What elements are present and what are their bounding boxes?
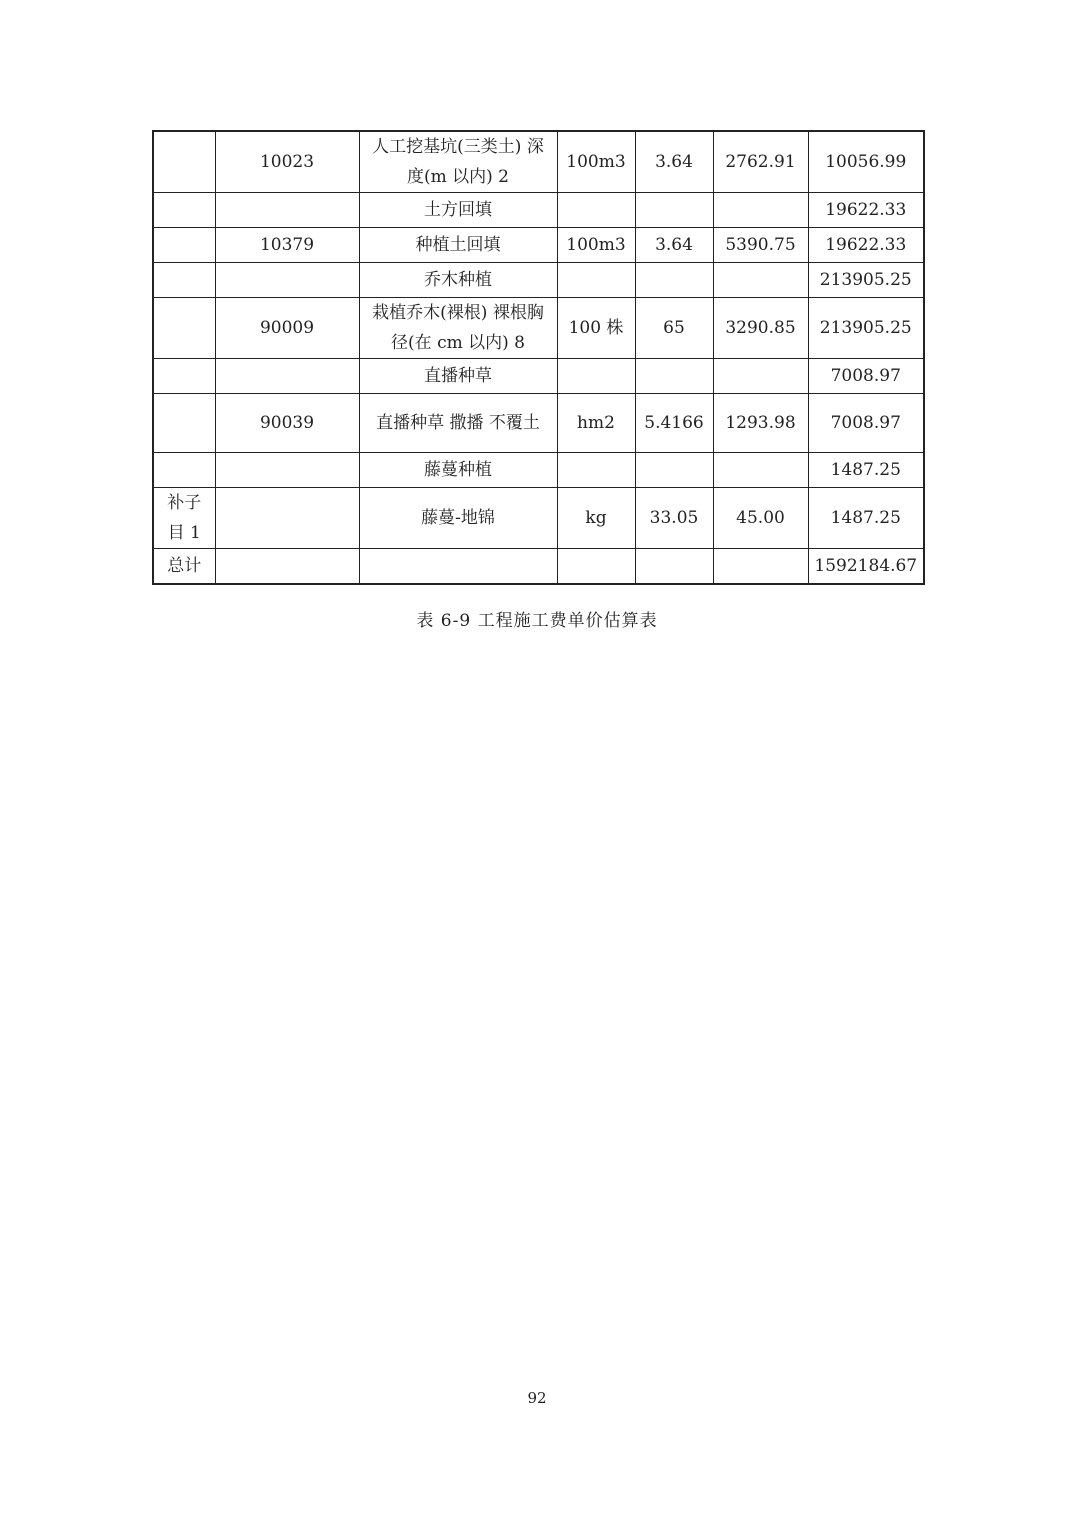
cell-name: 直播种草 — [359, 359, 557, 394]
cell-no: 补子目 1 — [153, 488, 215, 549]
cell-total: 1487.25 — [808, 488, 924, 549]
cell-no — [153, 263, 215, 298]
table-row — [153, 298, 924, 359]
cell-unit: 100m3 — [557, 228, 635, 263]
cell-no — [153, 193, 215, 228]
cell-code: 90009 — [215, 298, 359, 359]
cell-total: 10056.99 — [808, 131, 924, 193]
cell-price — [713, 263, 808, 298]
cell-qty: 5.4166 — [635, 394, 713, 453]
cell-no — [153, 453, 215, 488]
cell-price — [713, 193, 808, 228]
cell-code: 90039 — [215, 394, 359, 453]
cell-total: 1592184.67 — [808, 549, 924, 584]
table-row — [153, 193, 924, 228]
cell-unit — [557, 263, 635, 298]
cell-name: 藤蔓种植 — [359, 453, 557, 488]
page-number: 92 — [527, 1389, 547, 1407]
cell-qty — [635, 453, 713, 488]
cell-unit: 100m3 — [557, 131, 635, 193]
cell-code — [215, 453, 359, 488]
cell-total: 19622.33 — [808, 193, 924, 228]
cell-code — [215, 549, 359, 584]
cell-qty — [635, 359, 713, 394]
cell-name: 种植土回填 — [359, 228, 557, 263]
cell-price: 3290.85 — [713, 298, 808, 359]
cell-qty: 33.05 — [635, 488, 713, 549]
cost-estimate-table — [152, 130, 925, 585]
cell-name: 藤蔓-地锦 — [359, 488, 557, 549]
table-row — [153, 263, 924, 298]
cell-no — [153, 131, 215, 193]
cell-qty — [635, 263, 713, 298]
cell-unit: kg — [557, 488, 635, 549]
cell-unit — [557, 549, 635, 584]
table-row — [153, 488, 924, 549]
cell-qty: 65 — [635, 298, 713, 359]
cell-price — [713, 359, 808, 394]
cell-code: 10379 — [215, 228, 359, 263]
cell-name — [359, 549, 557, 584]
cell-total: 213905.25 — [808, 263, 924, 298]
cell-qty: 3.64 — [635, 228, 713, 263]
cell-price: 1293.98 — [713, 394, 808, 453]
table-row — [153, 228, 924, 263]
cell-total: 213905.25 — [808, 298, 924, 359]
cell-total: 7008.97 — [808, 394, 924, 453]
cell-no: 总计 — [153, 549, 215, 584]
cell-price — [713, 453, 808, 488]
cell-total: 19622.33 — [808, 228, 924, 263]
cell-qty: 3.64 — [635, 131, 713, 193]
cell-name: 栽植乔木(裸根) 裸根胸径(在 cm 以内) 8 — [359, 298, 557, 359]
cell-no — [153, 298, 215, 359]
cell-total: 7008.97 — [808, 359, 924, 394]
cell-unit: 100 株 — [557, 298, 635, 359]
table-caption: 表 6-9 工程施工费单价估算表 — [416, 611, 658, 631]
cell-price — [713, 549, 808, 584]
cell-unit — [557, 193, 635, 228]
cell-code — [215, 359, 359, 394]
cell-unit — [557, 359, 635, 394]
cell-no — [153, 394, 215, 453]
cell-qty — [635, 193, 713, 228]
table-row — [153, 453, 924, 488]
cell-total: 1487.25 — [808, 453, 924, 488]
cell-price: 2762.91 — [713, 131, 808, 193]
cell-no — [153, 359, 215, 394]
cell-code — [215, 488, 359, 549]
cell-code — [215, 193, 359, 228]
cell-price: 45.00 — [713, 488, 808, 549]
table-row — [153, 131, 924, 193]
cell-unit: hm2 — [557, 394, 635, 453]
table-row — [153, 359, 924, 394]
table-row — [153, 549, 924, 584]
cell-no — [153, 228, 215, 263]
table-row — [153, 394, 924, 453]
cell-name: 人工挖基坑(三类土) 深度(m 以内) 2 — [359, 131, 557, 193]
cell-qty — [635, 549, 713, 584]
cell-price: 5390.75 — [713, 228, 808, 263]
cell-name: 土方回填 — [359, 193, 557, 228]
cell-unit — [557, 453, 635, 488]
cell-name: 乔木种植 — [359, 263, 557, 298]
cell-code: 10023 — [215, 131, 359, 193]
cell-name: 直播种草 撒播 不覆土 — [359, 394, 557, 453]
cell-code — [215, 263, 359, 298]
